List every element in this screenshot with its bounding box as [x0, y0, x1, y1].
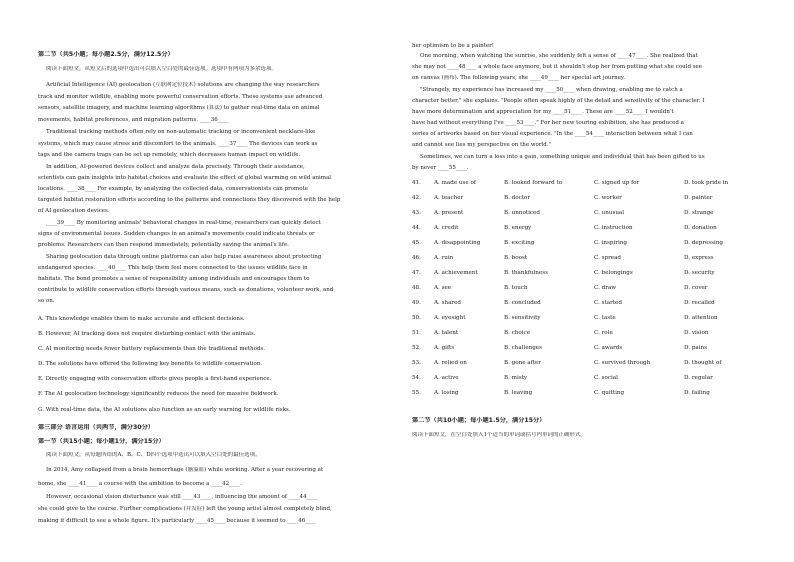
text-line: by never ____55____.	[412, 165, 469, 171]
question-number: 53.	[412, 360, 421, 366]
option-d: D. attention	[684, 315, 718, 321]
option-d: D. express	[684, 255, 714, 261]
option-d: D. painter	[684, 195, 713, 201]
text-line: In addition, AI-powered devices collect and analyze data precisely. Through their assistance,	[46, 164, 305, 170]
text-line: she may not ____48____ a whole face anymore, but it shouldn't stop her from putting what she could see	[412, 64, 703, 70]
option-c: C. started	[594, 300, 622, 306]
text-line: series of artworks based on her visual experience. "In the ____54____ interaction between what I can	[412, 131, 693, 137]
question-number: 42.	[412, 195, 421, 201]
text-line: making it difficult to see a whole figure. It's particularly ____45____ because it seemed to ____46____	[38, 518, 317, 524]
section-heading: 第二节（共5小题；每小题2.5分，满分12.5分）	[38, 51, 174, 58]
option-a: A. talent	[434, 330, 459, 336]
question-number: 41.	[412, 180, 421, 186]
question-number: 43.	[412, 210, 421, 216]
text-line: Sharing geolocation data through online platforms can also help raise awareness about protecting	[46, 254, 322, 260]
text-line: G. With real-time data, the AI solutions also function as an early warning for wildlife risks.	[38, 407, 291, 413]
option-a: A. made use of	[434, 180, 476, 186]
text-line: 阅读下面短文，从每题所给的A、B、C、D四个选项中选出可以填入空白处的最佳选项。	[46, 452, 261, 458]
option-c: C. role	[594, 330, 613, 336]
option-d: D. pains	[684, 345, 708, 351]
text-line: and cannot see lies my perspective on the world."	[412, 142, 552, 148]
option-a: A. relied on	[434, 360, 467, 366]
option-d: D. security	[684, 270, 715, 276]
text-line: so on.	[38, 298, 55, 304]
option-c: C. draw	[594, 285, 617, 291]
question-number: 51.	[412, 330, 421, 336]
option-b: B. boost	[504, 255, 528, 261]
text-line: D. The solutions have offered the following key benefits to wildlife conservation.	[38, 361, 263, 367]
option-d: D. vision	[684, 330, 709, 336]
option-c: C. spread	[594, 255, 621, 261]
text-line: Artificial Intelligence (AI) geolocation (互联网定位技术) solutions are changing the way researchers	[46, 82, 320, 88]
text-line: Traditional tracking methods often rely on non-automatic tracking or inconvenient necklace-like	[46, 129, 316, 135]
text-line: track and monitor wildlife, enabling more powerful conservation efforts. These systems use advanced	[38, 94, 323, 100]
option-c: C. inspiring	[594, 240, 627, 246]
option-d: D. thought of	[684, 360, 722, 366]
section-heading: 第二节（共10小题；每小题1.5分，满分15分）	[412, 417, 546, 424]
text-line: A. This knowledge enables them to make accurate and efficient decisions.	[38, 316, 245, 322]
option-c: C. quitting	[594, 390, 625, 396]
text-line: "Strangely, my experience has increased my ____50____ when drawing, enabling me to catch a	[420, 87, 683, 93]
text-line: sensors, satellite imagery, and machine learning algorithms (算法) to gather real-time data on animal	[38, 105, 320, 111]
option-a: A. credit	[434, 225, 459, 231]
option-c: C. unusual	[594, 210, 625, 216]
option-a: A. gifts	[434, 345, 455, 351]
text-line: 阅读下面短文，在空白处填入1个适当的单词或括号内单词的正确形式。	[412, 432, 587, 438]
text-line: One morning, when watching the sunrise, she suddenly felt a sense of ____47____. She realized that	[420, 53, 698, 59]
text-line: home, she ____41____ a course with the ambition to become a ____42____.	[38, 481, 242, 487]
option-b: B. concluded	[504, 300, 541, 306]
question-number: 45.	[412, 240, 421, 246]
option-b: B. choice	[504, 330, 531, 336]
text-line: her optimism to be a painter!	[412, 43, 494, 49]
text-line: locations. ____38____ For example, by analyzing the collected data, conservationists can promote	[38, 186, 309, 192]
text-line: C. AI monitoring needs fewer battery replacements than the traditional methods.	[38, 346, 265, 352]
option-b: B. misty	[504, 375, 528, 381]
text-line: B. However, AI tracking does not require disturbing contact with the animals.	[38, 331, 256, 337]
text-line: F. The AI geolocation technology significantly reduces the need for massive fieldwork.	[38, 391, 279, 397]
option-d: D. cover	[684, 285, 708, 291]
text-line: of AI geolocation devices.	[38, 208, 110, 214]
question-number: 52.	[412, 345, 421, 351]
option-b: B. sensitivity	[504, 315, 541, 321]
text-line: on canvas (画布). The following years, she ____49____ her special art journey.	[412, 75, 625, 81]
text-line: systems, which may cause stress and discomfort to the animals. ____37____ The devices can work as	[38, 141, 318, 147]
option-d: D. depressing	[684, 240, 724, 246]
option-a: A. eyesight	[434, 315, 466, 321]
option-c: C. awards	[594, 345, 623, 351]
option-b: B. leaving	[504, 390, 533, 396]
option-d: D. donation	[684, 225, 717, 231]
text-line: However, occasional vision disturbance was still ____43____, influencing the amount of ____44____	[46, 494, 318, 500]
option-d: D. failing	[684, 390, 710, 396]
question-number: 48.	[412, 285, 421, 291]
option-b: B. exciting	[504, 240, 535, 246]
option-c: C. instruction	[594, 225, 633, 231]
option-c: C. taste	[594, 315, 616, 321]
option-c: C. survived through	[594, 360, 651, 366]
option-b: B. challenges	[504, 345, 542, 351]
option-a: A. losing	[434, 390, 459, 396]
text-line: have had without everything I've ____53____." For her new touring exhibition, she has produced a	[412, 120, 684, 126]
option-b: B. touch	[504, 285, 528, 291]
text-line: contribute to wildlife conservation efforts through various means, such as donations, volunteer work, and	[38, 287, 334, 293]
option-b: B. thankfulness	[504, 270, 548, 276]
option-d: D. took pride in	[684, 180, 729, 186]
option-c: C. signed up for	[594, 180, 640, 186]
question-number: 49.	[412, 300, 421, 306]
question-number: 54.	[412, 375, 421, 381]
text-line: problems. Researchers can then respond immediately, potentially saving the animal's life.	[38, 242, 289, 248]
question-number: 46.	[412, 255, 421, 261]
option-a: A. shared	[434, 300, 461, 306]
section-heading: 第三部分 语言运用（共两节，满分30分）	[38, 424, 154, 431]
text-line: Sometimes, we can turn a loss into a gain, something unique and individual that has been gifted to us	[420, 154, 705, 160]
option-a: A. ruin	[434, 255, 454, 261]
option-a: A. achievement	[434, 270, 478, 276]
text-line: signs of environmental issues. Sudden changes in an animal's movements could indicate threats or	[38, 231, 315, 237]
option-c: C. social	[594, 375, 618, 381]
option-a: A. teacher	[434, 195, 464, 201]
question-number: 50.	[412, 315, 421, 321]
text-line: scientists can gain insights into habitat choices and evaluate the effect of global warming on wild animal	[38, 175, 332, 181]
option-a: A. disappointing	[434, 240, 481, 246]
option-b: B. unnoticed	[504, 210, 540, 216]
option-d: D. recalled	[684, 300, 715, 306]
text-line: endangered species. ____40____ This help them feel more connected to the issues wildlife face in	[38, 265, 308, 271]
option-d: D. regular	[684, 375, 713, 381]
text-line: targeted habitat restoration efforts according to the patterns and connections they discovered with the help	[38, 197, 341, 203]
text-line: ____39____ By monitoring animals' behavioral changes in real-time, researchers can quickly detect	[46, 220, 321, 226]
text-line: movements, habitat preferences, and migration patterns. ____36____	[38, 117, 229, 123]
text-line: habitats. The bond promotes a sense of responsibility among individuals and encourages them to	[38, 276, 310, 282]
section-heading: 第一节（共15小题；每小题1分，满分15分）	[38, 438, 165, 445]
option-d: D. strange	[684, 210, 714, 216]
option-b: B. gone after	[504, 360, 541, 366]
text-line: In 2014, Amy collapsed from a brain hemorrhage (脑溢血) while working. After a year recovering at	[46, 467, 324, 473]
text-line: 阅读下面短文，从短文后的选项中选出可以填入空白处的最佳选项。选项中有两项为多余选项。	[46, 66, 278, 72]
option-c: C. worker	[594, 195, 622, 201]
text-line: character better," she explains. "People often speak highly of the detail and sensitivity of the character. I	[412, 98, 705, 104]
text-line: have more determination and appreciation for my ____51____. These are ____52____ I wouldn't	[412, 109, 674, 115]
option-a: A. see	[434, 285, 452, 291]
option-b: B. looked forward to	[504, 180, 563, 186]
question-number: 47.	[412, 270, 421, 276]
question-number: 55.	[412, 390, 421, 396]
option-c: C. belongings	[594, 270, 633, 276]
option-a: A. present	[434, 210, 464, 216]
text-line: tags and the camera traps can be set up remotely, which decreases human impact on wildlife.	[38, 152, 301, 158]
option-b: B. energy	[504, 225, 532, 231]
text-line: she could give to the course. Further complications (并发症) left the young artist almost completely blind,	[38, 506, 332, 512]
option-b: B. doctor	[504, 195, 531, 201]
text-line: E. Directly engaging with conservation efforts gives people a first-hand experience.	[38, 376, 272, 382]
question-number: 44.	[412, 225, 421, 231]
option-a: A. active	[434, 375, 459, 381]
